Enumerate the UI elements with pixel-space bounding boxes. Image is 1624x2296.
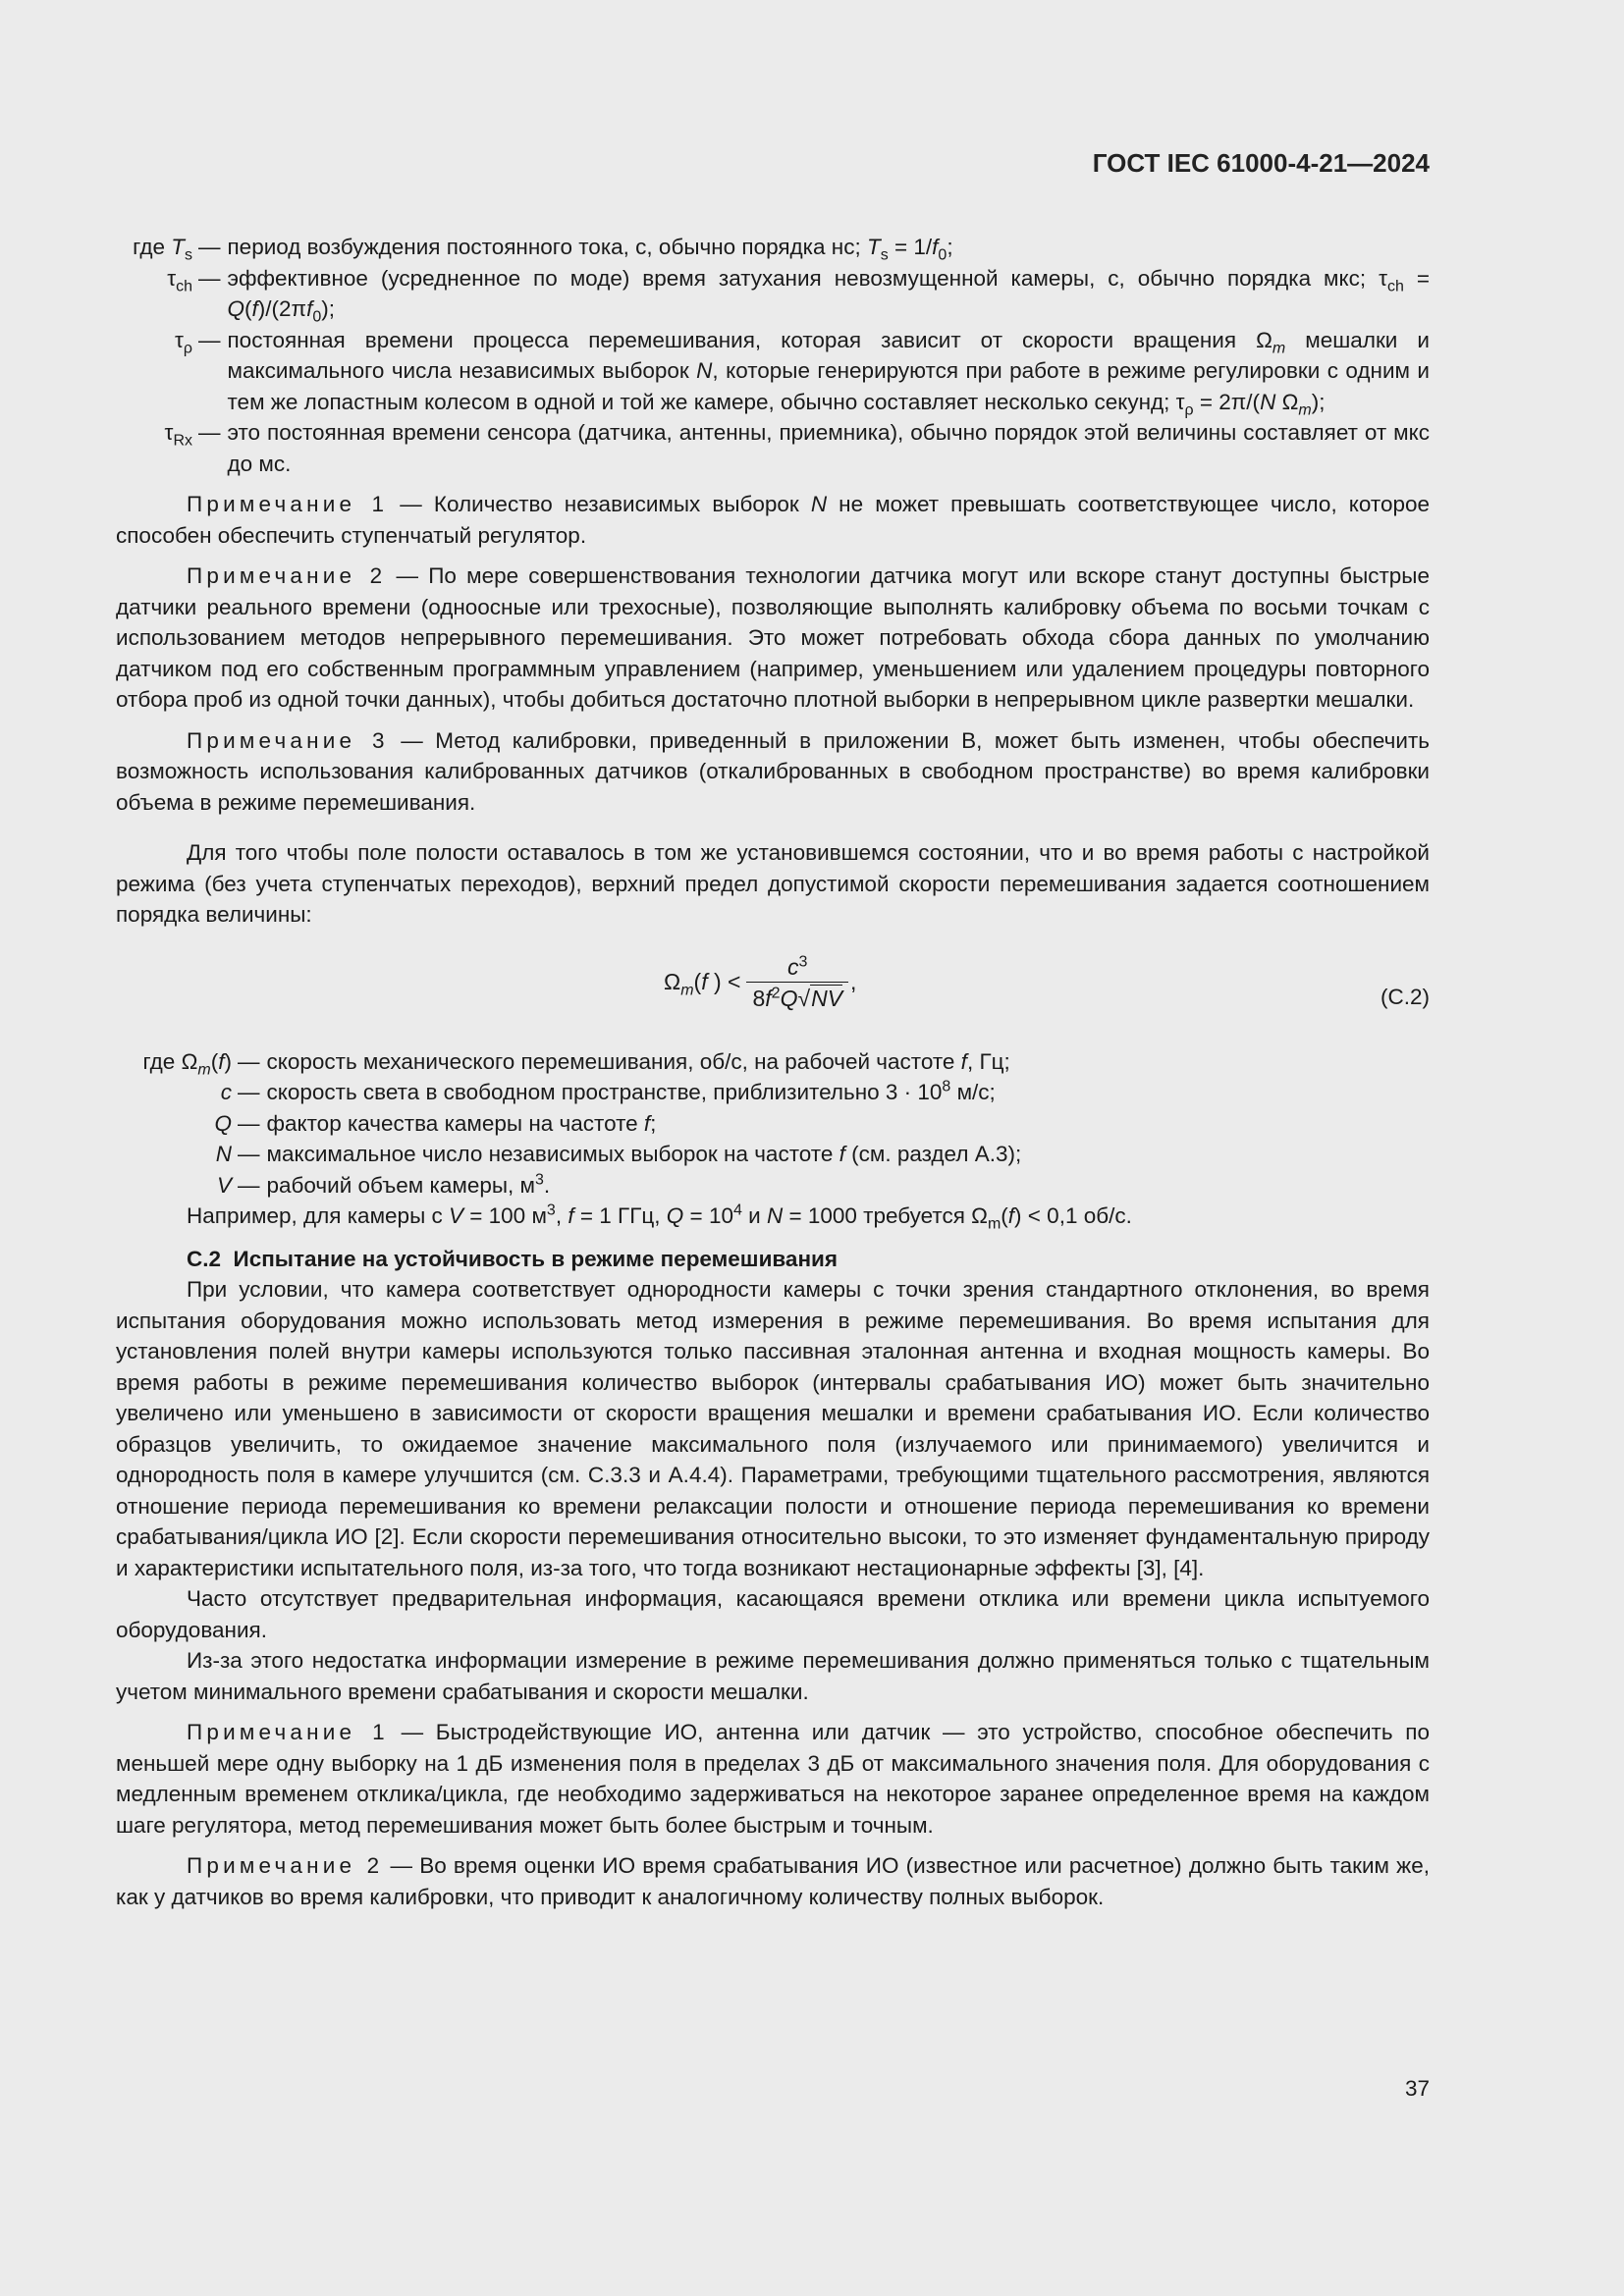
definition-c: c — скорость света в свободном пространстве, приблизительно $3 \cdot 10^8$ м/с;	[116, 1077, 1430, 1108]
definition-N: N — максимальное число независимых выборок на частоте f (см. раздел А.3);	[116, 1139, 1430, 1170]
definition-symbol: $\tau_{ch}$	[167, 265, 192, 294]
note-eut-response: Примечание 2 — Во время оценки ИО время срабатывания ИО (известное или расчетное) должно быть таким же, как у датчиков во время калибровки, что приводит к аналогичному количеству полных выборок.	[116, 1853, 1430, 1909]
definitions-list-2	[116, 1046, 1430, 1201]
definition-text: скорость механического перемешивания, об/с, на рабочей частоте f, Гц;	[266, 1048, 1010, 1074]
definition-symbol: $\tau_{Rx}$	[164, 420, 192, 450]
page-number: 37	[1404, 2076, 1430, 2101]
definition-Q: Q — фактор качества камеры на частоте f;	[116, 1108, 1430, 1140]
note-2: Примечание 2 — По мере совершенствования технологии датчика могут или вскоре станут доступны быстрые датчики реального времени (одноосные или трехосные), позволяющие выполнять калибровку объема по восьми точкам с использованием методов непрерывного перемешивания. Это может потребовать обхода сбора данных по умолчанию датчиком под его собственным программным управлением (например, уменьшением или удалением процедуры повторного отбора проб из одной точки данных), чтобы добиться достаточно плотной выборки в непрерывном цикле развертки мешалки.	[116, 563, 1430, 712]
definition-symbol: Q	[214, 1110, 232, 1136]
definition-tau-rx: $\tau_{Rx}$ — это постоянная времени сенсора (датчика, антенны, приемника), обычно порядок этой величины составляет от мкс до мс.	[116, 417, 1430, 479]
definition-text: период возбуждения постоянного тока, с, обычно порядка нс; $T_s = 1/f_0$;	[227, 235, 953, 264]
definition-tau-ch: $\tau_{ch}$ — эффективное (усредненное по моде) время затухания невозмущенной камеры, с, обычно порядка мкс; $\tau_{ch} = Q(f)/(2\pi f_0)$;	[116, 263, 1430, 325]
note-fast-eut: Примечание 1 — Быстродействующие ИО, антенна или датчик — это устройство, способное обеспечить по меньшей мере одну выборку на 1 дБ изменения поля в пределах 3 дБ от максимального значения поля. Для оборудования с медленным временем отклика/цикла, где необходимо задерживаться на некоторое заранее определенное время на каждом шаге регулятора, метод перемешивания может быть более быстрым и точным.	[116, 1720, 1431, 1838]
definition-symbol: $\tau_\rho$	[175, 327, 192, 356]
definition-text: скорость света в свободном пространстве, приблизительно $3 \cdot 10^8$ м/с;	[266, 1078, 996, 1104]
definition-text: это постоянная времени сенсора (датчика, антенны, приемника), обычно порядок этой величины составляет от мкс до мс.	[227, 420, 1430, 476]
definition-symbol: где $\Omega_m(f)$	[142, 1048, 232, 1078]
equation-lhs: $\Omega_m(f$ ) <	[664, 969, 741, 999]
definition-Ts: где $T_s$ — период возбуждения постоянного тока, с, обычно порядка нс; $T_s = 1/f_0$;	[116, 232, 1430, 263]
equation-denominator: $8f^2Q√NV$	[746, 982, 848, 1014]
definition-tau-rho: $\tau_\rho$ — постоянная времени процесса перемешивания, которая зависит от скорости вращения $\Omega_m$ мешалки и максимального числа независимых выборок N, которые генерируются при работе в режиме регулировки с одним и тем же лопастным колесом в одной и той же камере, обычно составляет несколько секунд; $\tau_\rho = 2\pi/(N$ $\Omega_m$);	[116, 325, 1430, 418]
note-3: Примечание 3 — Метод калибровки, приведенный в приложении В, может быть изменен, чтобы обеспечить возможность использования калиброванных датчиков (откалиброванных в свободном пространстве) во время калибровки объема в режиме перемешивания.	[116, 727, 1431, 815]
definition-V: V — рабочий объем камеры, $м^3$.	[116, 1170, 1430, 1201]
equation-fraction	[746, 952, 848, 1014]
definition-text: постоянная времени процесса перемешивания, которая зависит от скорости вращения $\Omega_m$ мешалки и максимального числа независимых выборок N, которые генерируются при работе в режиме регулировки с одним и тем же лопастным колесом в одной и той же камере, обычно составляет несколько секунд; $\tau_\rho = 2\pi/(N$ $\Omega_m$);	[227, 327, 1430, 418]
paragraph-response-info: Часто отсутствует предварительная информация, касающаяся времени отклика или времени цикла испытуемого оборудования.	[116, 1586, 1430, 1642]
page-content	[116, 232, 1430, 1912]
definitions-list-1	[116, 232, 1430, 479]
definition-text: рабочий объем камеры, $м^3$.	[266, 1171, 551, 1198]
definition-symbol: где $T_s$	[133, 235, 192, 264]
definition-text: максимальное число независимых выборок на частоте f (см. раздел А.3);	[266, 1142, 1022, 1166]
definition-symbol: V	[216, 1172, 232, 1198]
document-header: ГОСТ IEC 61000-4-21—2024	[1092, 148, 1430, 178]
section-heading: С.2 Испытание на устойчивость в режиме перемешивания	[187, 1246, 838, 1271]
definition-omega: где $\Omega_m(f)$ — скорость механического перемешивания, об/с, на рабочей частоте f, Гц;	[116, 1046, 1430, 1078]
paragraph-stirring-test: При условии, что камера соответствует однородности камеры с точки зрения стандартного отклонения, во время испытания оборудования можно использовать метод измерения в режиме перемешивания. Во время испытания для установления полей внутри камеры используются только пассивная эталонная антенна и входная мощность камеры. Во время работы в режиме перемешивания количество выборок (интервалы срабатывания ИО) может быть значительно увеличено или уменьшено в зависимости от скорости вращения мешалки и времени срабатывания ИО. Если количество образцов увеличить, то ожидаемое значение максимального поля (излучаемого или принимаемого) увеличится и однородность поля в камере улучшится (см. С.3.3 и А.4.4). Параметрами, требующими тщательного рассмотрения, являются отношение периода перемешивания ко времени релаксации полости и отношение периода перемешивания ко времени срабатывания/цикла ИО [2]. Если скорости перемешивания относительно высоки, то это изменяет фундаментальную природу и характеристики испытательного поля, из-за того, что тогда возникают нестационарные эффекты [3], [4].	[116, 1277, 1430, 1580]
equation-body: $\Omega_m(f$ ) < $\frac{c^3}{8f^2Q√NV}$ ,	[664, 952, 856, 1014]
example-paragraph: Например, для камеры с V = 100 $м^3$, f = 1 ГГц, $Q = 10^4$ и N = 1000 требуется $\Omega_m(f) < 0,1$ об/с.	[187, 1201, 1132, 1233]
note-1: Примечание 1 — Количество независимых выборок N не может превышать соответствующее число, которое способен обеспечить ступенчатый регулятор.	[116, 492, 1430, 548]
equation-number: (С.2)	[1380, 984, 1430, 1009]
definition-symbol: c	[220, 1080, 232, 1104]
equation-c2	[116, 948, 1430, 1046]
definition-symbol: N	[215, 1142, 232, 1166]
paragraph-stirring-limit: Для того чтобы поле полости оставалось в том же установившемся состоянии, что и во время работы с настройкой режима (без учета ступенчатых переходов), верхний предел допустимой скорости перемешивания задается соотношением порядка величины:	[116, 840, 1430, 927]
definition-text: фактор качества камеры на частоте f;	[266, 1110, 657, 1136]
definition-text: эффективное (усредненное по моде) время затухания невозмущенной камеры, с, обычно порядка мкс; $\tau_{ch} = Q(f)/(2\pi f_0)$;	[227, 265, 1430, 326]
equation-numerator: $c^3$	[787, 952, 808, 980]
paragraph-limitations: Из-за этого недостатка информации измерение в режиме перемешивания должно применяться только с тщательным учетом минимального времени срабатывания и скорости мешалки.	[116, 1648, 1430, 1704]
